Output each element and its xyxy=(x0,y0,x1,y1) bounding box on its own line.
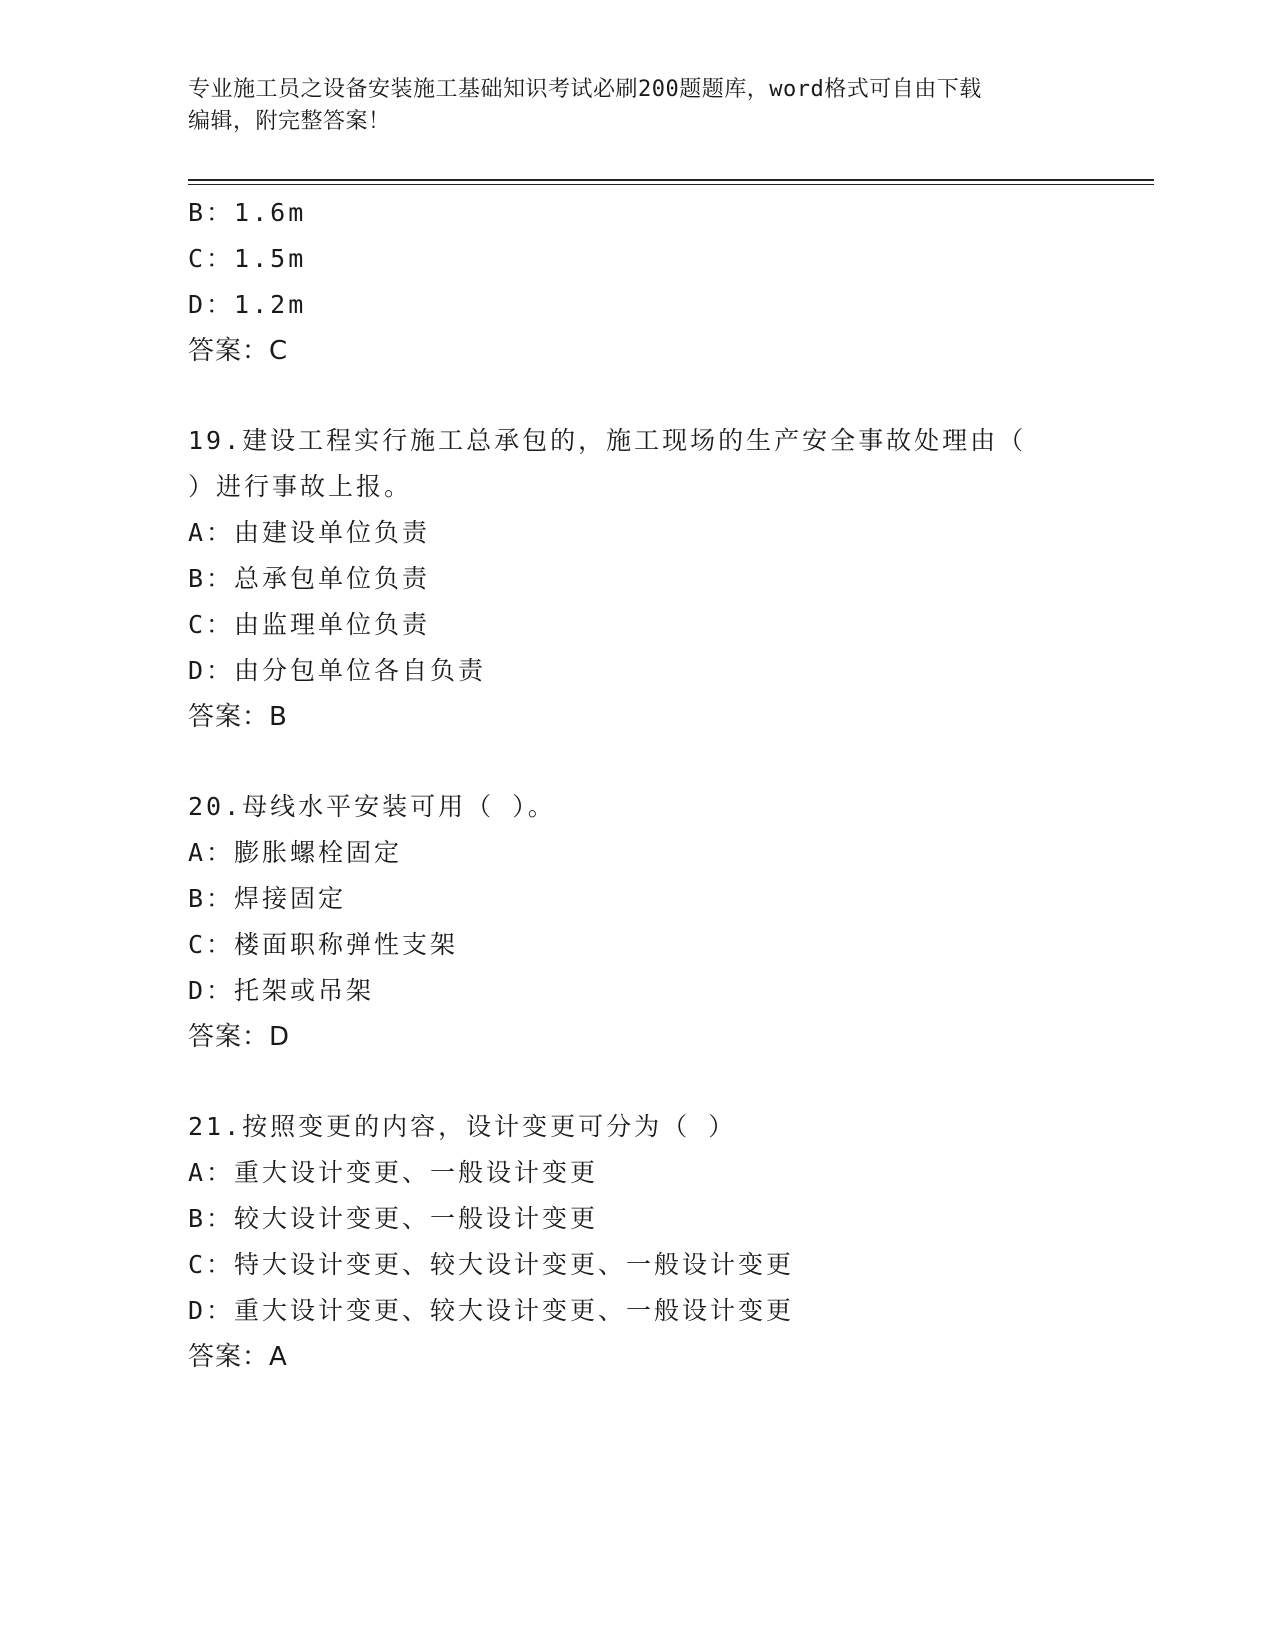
option-d: D：1.2m xyxy=(188,290,307,319)
option-a: A：重大设计变更、一般设计变更 xyxy=(188,1158,599,1187)
answer: 答案：B xyxy=(188,702,288,732)
spacer xyxy=(188,374,1088,418)
answer: 答案：A xyxy=(188,1342,288,1372)
question-19 xyxy=(188,418,1088,740)
header-divider-thick xyxy=(188,179,1154,181)
header-divider-thin xyxy=(188,184,1154,185)
option-c: C：特大设计变更、较大设计变更、一般设计变更 xyxy=(188,1250,795,1279)
question-list xyxy=(188,190,1088,1380)
option-a: A：膨胀螺栓固定 xyxy=(188,838,403,867)
option-c: C：1.5m xyxy=(188,244,307,273)
answer: 答案：D xyxy=(188,1022,291,1052)
question-20 xyxy=(188,784,1088,1060)
question-text-line-2: ）进行事故上报。 xyxy=(188,472,413,501)
option-b: B：较大设计变更、一般设计变更 xyxy=(188,1204,599,1233)
question-text: 20.母线水平安装可用（ ）。 xyxy=(188,792,556,821)
option-d: D：重大设计变更、较大设计变更、一般设计变更 xyxy=(188,1296,795,1325)
header-title-line-1: 专业施工员之设备安装施工基础知识考试必刷200题题库，word格式可自由下载 xyxy=(188,77,982,102)
option-d: D：托架或吊架 xyxy=(188,976,375,1005)
question-text: 21.按照变更的内容，设计变更可分为（ ） xyxy=(188,1112,737,1141)
option-b: B：焊接固定 xyxy=(188,884,347,913)
question-18 xyxy=(188,190,1088,374)
option-b: B：1.6m xyxy=(188,198,307,227)
option-d: D：由分包单位各自负责 xyxy=(188,656,487,685)
question-text-line-1: 19.建设工程实行施工总承包的，施工现场的生产安全事故处理由（ xyxy=(188,426,1027,455)
document-header xyxy=(188,74,1088,138)
spacer xyxy=(188,1060,1088,1104)
header-title-line-2: 编辑，附完整答案！ xyxy=(188,109,391,134)
spacer xyxy=(188,740,1088,784)
option-a: A：由建设单位负责 xyxy=(188,518,431,547)
option-b: B：总承包单位负责 xyxy=(188,564,431,593)
question-21 xyxy=(188,1104,1088,1380)
answer: 答案：C xyxy=(188,336,289,366)
option-c: C：由监理单位负责 xyxy=(188,610,431,639)
option-c: C：楼面职称弹性支架 xyxy=(188,930,459,959)
